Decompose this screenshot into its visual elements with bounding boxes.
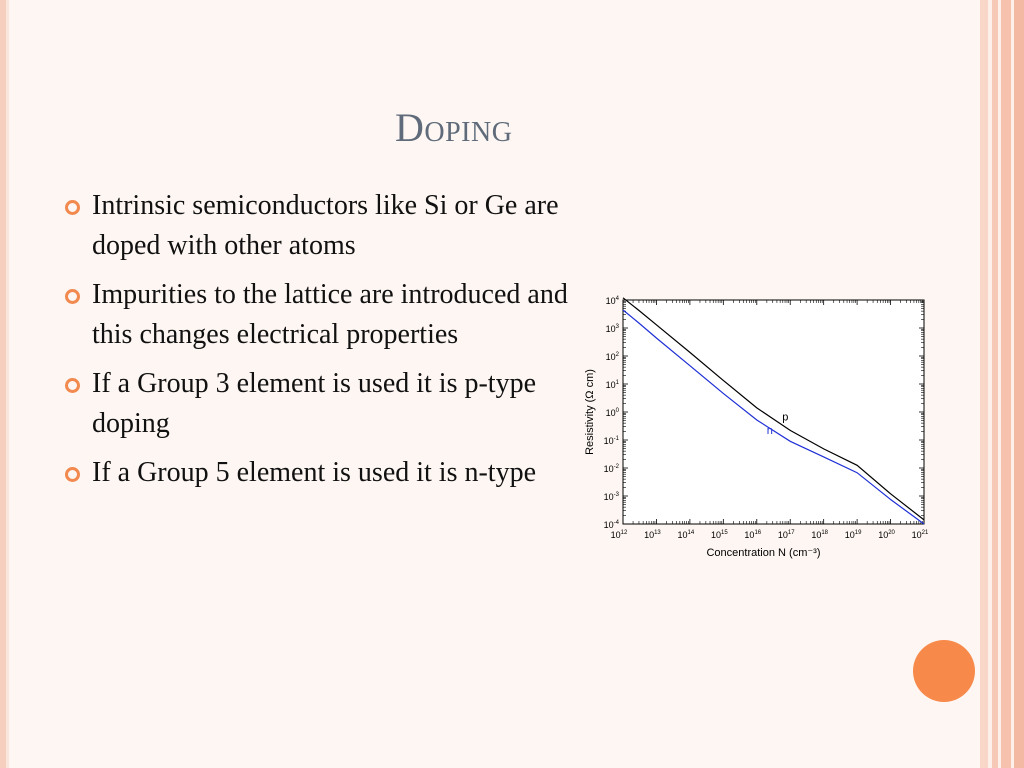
y-tick-label: $10^1$	[605, 380, 619, 390]
right-stripe	[1001, 0, 1011, 768]
bullet-circle-icon	[65, 289, 80, 304]
y-tick-label: $10^{-3}$	[603, 492, 619, 502]
x-tick-label: $10^{18}$	[811, 530, 829, 540]
x-tick-label: $10^{16}$	[744, 530, 762, 540]
bullet-item	[60, 275, 580, 355]
x-tick-label: $10^{13}$	[644, 530, 661, 540]
bullet-circle-icon	[65, 200, 80, 215]
y-tick-label: $10^3$	[605, 324, 619, 334]
x-tick-label: $10^{12}$	[610, 530, 628, 540]
right-stripe	[980, 0, 988, 768]
y-tick-label: $10^{-4}$	[603, 520, 619, 530]
y-tick-label: $10^2$	[605, 352, 619, 362]
bullet-list	[60, 186, 580, 502]
series-label-n: n	[766, 424, 773, 437]
x-tick-label: $10^{20}$	[878, 530, 895, 540]
left-border-line	[6, 0, 9, 768]
y-axis-label: Resistivity (Ω cm)	[584, 369, 596, 455]
y-tick-label: $10^{-1}$	[603, 436, 619, 446]
bullet-circle-icon	[65, 467, 80, 482]
bullet-item	[60, 364, 580, 444]
y-tick-label: $10^{-2}$	[603, 464, 619, 474]
resistivity-chart-svg	[578, 290, 950, 565]
x-tick-label: $10^{19}$	[844, 530, 862, 540]
bullet-item	[60, 453, 580, 493]
resistivity-chart	[578, 290, 950, 565]
x-axis-label: Concentration N (cm⁻³)	[706, 547, 821, 559]
bullet-text: Intrinsic semiconductors like Si or Ge are doped with other atoms	[92, 190, 559, 261]
x-tick-label: $10^{15}$	[710, 530, 728, 540]
x-tick-label: $10^{14}$	[677, 530, 695, 540]
x-tick-label: $10^{21}$	[911, 530, 929, 540]
y-tick-label: $10^0$	[605, 408, 619, 418]
bullet-text: If a Group 3 element is used it is p-type doping	[92, 368, 537, 439]
decorative-orange-circle	[913, 640, 975, 702]
y-tick-label: $10^4$	[605, 296, 619, 306]
right-stripe	[1014, 0, 1024, 768]
bullet-circle-icon	[65, 378, 80, 393]
series-label-p: p	[782, 411, 789, 424]
bullet-text: If a Group 5 element is used it is n-type	[92, 457, 537, 488]
x-tick-label: $10^{17}$	[777, 530, 795, 540]
bullet-item	[60, 186, 580, 266]
bullet-text: Impurities to the lattice are introduced and this changes electrical properties	[92, 279, 568, 350]
slide-title: Doping	[395, 105, 513, 150]
